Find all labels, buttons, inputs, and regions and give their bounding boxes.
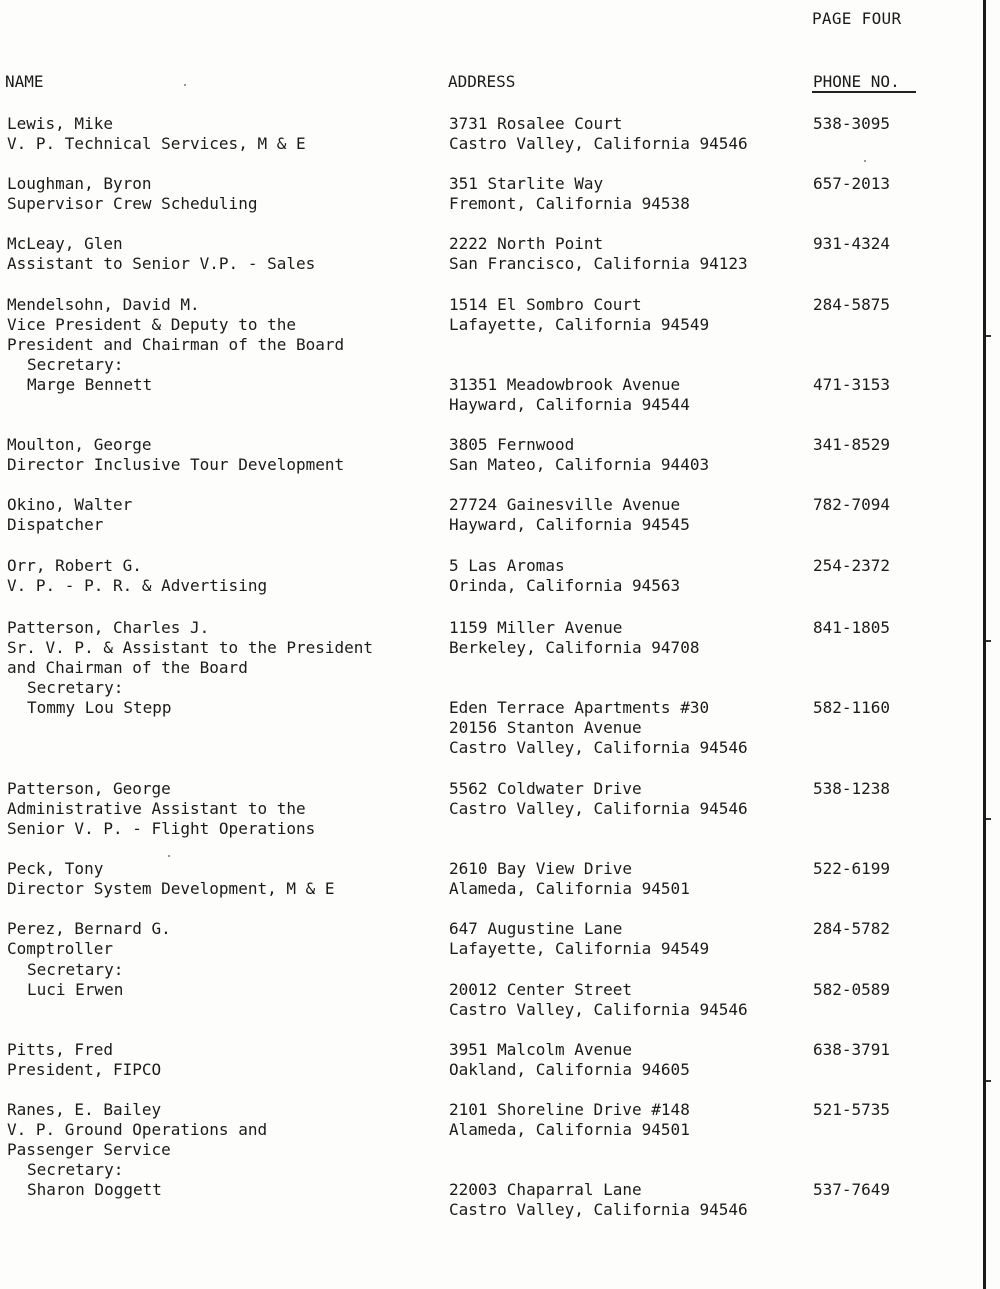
phone-number: 254-2372 xyxy=(813,556,891,575)
secretary-address-block xyxy=(449,375,690,415)
phone-number: 538-1238 xyxy=(813,779,891,798)
address-line: San Francisco, California 94123 xyxy=(449,254,748,274)
speck xyxy=(168,855,170,857)
entry-name-block xyxy=(7,556,267,596)
address-line: 1159 Miller Avenue xyxy=(449,618,623,637)
person-title: and Chairman of the Board xyxy=(7,658,248,678)
phone-number: 471-3153 xyxy=(813,375,891,394)
address-line: Castro Valley, California 94546 xyxy=(449,799,748,819)
entry-name-block xyxy=(7,234,315,274)
phone-number: 931-4324 xyxy=(813,234,891,253)
page-right-edge xyxy=(983,0,986,1289)
address-line: 27724 Gainesville Avenue xyxy=(449,495,681,514)
person-name: Mendelsohn, David M. xyxy=(7,295,200,314)
secretary-label: Secretary: xyxy=(27,677,124,697)
secretary-phone xyxy=(813,698,890,718)
entry-address-block xyxy=(449,114,748,154)
address-line: Lafayette, California 94549 xyxy=(449,939,710,959)
entry-phone xyxy=(813,779,890,799)
address-line: 3951 Malcolm Avenue xyxy=(449,1040,633,1059)
person-title: Administrative Assistant to the xyxy=(7,799,306,819)
address-line: Alameda, California 94501 xyxy=(449,879,690,899)
phone-number: 841-1805 xyxy=(813,618,891,637)
address-line: Lafayette, California 94549 xyxy=(449,315,710,335)
person-title: Assistant to Senior V.P. - Sales xyxy=(7,254,316,274)
entry-phone xyxy=(813,919,890,939)
entry-phone xyxy=(813,435,890,455)
entry-name-block xyxy=(7,1100,267,1161)
address-line: 1514 El Sombro Court xyxy=(449,295,642,314)
address-line: Berkeley, California 94708 xyxy=(449,638,700,658)
person-title: Comptroller xyxy=(7,939,113,959)
header-name: NAME xyxy=(5,72,44,91)
phone-number: 522-6199 xyxy=(813,859,891,878)
entry-address-block xyxy=(449,859,690,899)
speck xyxy=(184,84,186,86)
address-line: 647 Augustine Lane xyxy=(449,919,623,938)
person-title: Sr. V. P. & Assistant to the President xyxy=(7,638,374,658)
phone-number: 582-0589 xyxy=(813,980,891,999)
phone-number: 284-5782 xyxy=(813,919,891,938)
person-title: Vice President & Deputy to the xyxy=(7,315,296,335)
phone-number: 521-5735 xyxy=(813,1100,891,1119)
entry-name-block xyxy=(7,295,344,356)
entry-phone xyxy=(813,114,890,134)
secretary-block xyxy=(7,1160,162,1200)
entry-address-block xyxy=(449,556,680,596)
address-line: Hayward, California 94544 xyxy=(449,395,690,415)
address-line: 3805 Fernwood xyxy=(449,435,575,454)
entry-name-block xyxy=(7,1040,161,1080)
entry-phone xyxy=(813,859,890,879)
address-line: 20156 Stanton Avenue xyxy=(449,718,642,738)
edge-tick xyxy=(986,640,991,642)
secretary-phone xyxy=(813,1180,890,1200)
entry-address-block xyxy=(449,1100,690,1140)
entry-name-block xyxy=(7,779,315,840)
entry-phone xyxy=(813,174,890,194)
person-name: McLeay, Glen xyxy=(7,234,123,253)
address-line: Hayward, California 94545 xyxy=(449,515,690,535)
person-title: Supervisor Crew Scheduling xyxy=(7,194,258,214)
address-line: 20012 Center Street xyxy=(449,980,633,999)
entry-name-block xyxy=(7,495,132,535)
entry-phone xyxy=(813,495,890,515)
secretary-phone xyxy=(813,375,890,395)
header-phone: PHONE NO. xyxy=(813,72,900,91)
entry-name-block xyxy=(7,618,373,679)
phone-number: 638-3791 xyxy=(813,1040,891,1059)
entry-phone xyxy=(813,618,890,638)
person-title: V. P. Technical Services, M & E xyxy=(7,134,306,154)
phone-number: 657-2013 xyxy=(813,174,891,193)
secretary-label: Secretary: xyxy=(27,354,124,374)
phone-number: 538-3095 xyxy=(813,114,891,133)
entry-address-block xyxy=(449,174,690,214)
secretary-name: Sharon Doggett xyxy=(27,1179,162,1199)
page-label: PAGE FOUR xyxy=(812,9,902,28)
person-name: Lewis, Mike xyxy=(7,114,113,133)
address-line: Castro Valley, California 94546 xyxy=(449,134,748,154)
person-title: President and Chairman of the Board xyxy=(7,335,345,355)
secretary-label: Secretary: xyxy=(27,1159,124,1179)
entry-address-block xyxy=(449,295,709,335)
speck xyxy=(864,160,866,162)
entry-phone xyxy=(813,1040,890,1060)
secretary-name: Tommy Lou Stepp xyxy=(27,697,172,717)
entry-address-block xyxy=(449,234,748,274)
secretary-address-block xyxy=(449,698,748,759)
secretary-block xyxy=(7,678,172,718)
secretary-name: Luci Erwen xyxy=(27,979,124,999)
address-line: 351 Starlite Way xyxy=(449,174,604,193)
address-line: Castro Valley, California 94546 xyxy=(449,1000,748,1020)
address-line: Fremont, California 94538 xyxy=(449,194,690,214)
header-address: ADDRESS xyxy=(448,72,516,91)
entry-name-block xyxy=(7,919,171,959)
person-name: Orr, Robert G. xyxy=(7,556,142,575)
address-line: 2222 North Point xyxy=(449,234,604,253)
entry-address-block xyxy=(449,618,699,658)
address-line: 2610 Bay View Drive xyxy=(449,859,633,878)
address-line: San Mateo, California 94403 xyxy=(449,455,710,475)
person-title: President, FIPCO xyxy=(7,1060,162,1080)
entry-phone xyxy=(813,556,890,576)
entry-phone xyxy=(813,234,890,254)
address-line: 2101 Shoreline Drive #148 xyxy=(449,1100,690,1119)
person-title: V. P. Ground Operations and xyxy=(7,1120,268,1140)
address-line: 5 Las Aromas xyxy=(449,556,565,575)
edge-tick xyxy=(986,335,991,337)
person-title: Director System Development, M & E xyxy=(7,879,335,899)
entry-name-block xyxy=(7,859,335,899)
address-line: Oakland, California 94605 xyxy=(449,1060,690,1080)
entry-address-block xyxy=(449,779,748,819)
entry-address-block xyxy=(449,435,709,475)
entry-phone xyxy=(813,1100,890,1120)
person-name: Ranes, E. Bailey xyxy=(7,1100,162,1119)
secretary-phone xyxy=(813,980,890,1000)
address-line: 22003 Chaparral Lane xyxy=(449,1180,642,1199)
address-line: Castro Valley, California 94546 xyxy=(449,738,748,758)
entry-name-block xyxy=(7,114,306,154)
address-line: 3731 Rosalee Court xyxy=(449,114,623,133)
person-name: Moulton, George xyxy=(7,435,152,454)
entry-phone xyxy=(813,295,890,315)
person-name: Perez, Bernard G. xyxy=(7,919,171,938)
address-line: Alameda, California 94501 xyxy=(449,1120,690,1140)
entry-address-block xyxy=(449,919,709,959)
secretary-block xyxy=(7,960,123,1000)
phone-number: 582-1160 xyxy=(813,698,891,717)
edge-tick xyxy=(986,1080,991,1082)
address-line: 5562 Coldwater Drive xyxy=(449,779,642,798)
entry-address-block xyxy=(449,1040,690,1080)
person-name: Peck, Tony xyxy=(7,859,104,878)
address-line: Orinda, California 94563 xyxy=(449,576,681,596)
edge-tick xyxy=(986,818,991,820)
secretary-block xyxy=(7,355,152,395)
secretary-address-block xyxy=(449,980,748,1020)
phone-number: 537-7649 xyxy=(813,1180,891,1199)
phone-number: 284-5875 xyxy=(813,295,891,314)
address-line: Castro Valley, California 94546 xyxy=(449,1200,748,1220)
person-title: Dispatcher xyxy=(7,515,104,535)
person-name: Loughman, Byron xyxy=(7,174,152,193)
person-name: Patterson, Charles J. xyxy=(7,618,210,637)
entry-name-block xyxy=(7,174,257,214)
secretary-name: Marge Bennett xyxy=(27,374,153,394)
entry-name-block xyxy=(7,435,344,475)
entry-address-block xyxy=(449,495,690,535)
address-line: Eden Terrace Apartments #30 xyxy=(449,698,710,717)
person-name: Okino, Walter xyxy=(7,495,133,514)
person-name: Patterson, George xyxy=(7,779,171,798)
phone-number: 782-7094 xyxy=(813,495,891,514)
phone-number: 341-8529 xyxy=(813,435,891,454)
header-rule xyxy=(812,91,916,93)
secretary-label: Secretary: xyxy=(27,959,124,979)
person-title: V. P. - P. R. & Advertising xyxy=(7,576,268,596)
person-name: Pitts, Fred xyxy=(7,1040,113,1059)
address-line: 31351 Meadowbrook Avenue xyxy=(449,375,681,394)
person-title: Director Inclusive Tour Development xyxy=(7,455,345,475)
person-title: Senior V. P. - Flight Operations xyxy=(7,819,316,839)
secretary-address-block xyxy=(449,1180,748,1220)
person-title: Passenger Service xyxy=(7,1140,171,1160)
